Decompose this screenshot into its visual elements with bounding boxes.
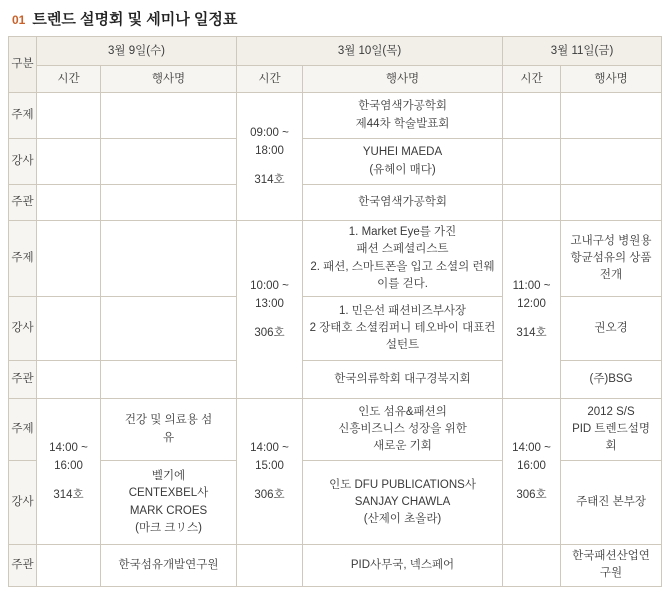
header-day-1: 3월 9일(수) bbox=[37, 37, 237, 66]
b1-day2-room: 314호 bbox=[254, 173, 285, 186]
b3-day3-time-end: 16:00 bbox=[517, 460, 546, 473]
b3-day3-host-l1: 한국패션산업연 bbox=[572, 550, 650, 562]
b3-day2-speaker bbox=[303, 461, 503, 545]
b1-day2-speaker bbox=[303, 139, 503, 185]
b3-day2-time-gap bbox=[239, 476, 300, 486]
b3-day2-topic-l1: 인도 섬유&패션의 bbox=[358, 405, 447, 418]
row-label-topic-text-2: 주제 bbox=[11, 252, 34, 265]
b2-day3-time-end: 12:00 bbox=[517, 298, 546, 311]
b2-day2-topic-l3: 2. 패션, 스마트폰을 입고 소셜의 런웨 bbox=[310, 260, 495, 273]
b1-day1-time bbox=[37, 93, 101, 139]
b3-day1-topic bbox=[101, 399, 237, 461]
table-header-subs bbox=[9, 66, 662, 93]
header-day-3-time: 시간 bbox=[503, 66, 561, 93]
header-day-1-event: 행사명 bbox=[101, 66, 237, 93]
b2-day2-topic-l1: 1. Market Eye를 가진 bbox=[348, 226, 457, 238]
b2-day3-time-start: 11:00 ~ bbox=[512, 279, 551, 292]
header-day-1-time: 시간 bbox=[37, 66, 101, 93]
row-label-host bbox=[9, 361, 37, 399]
b1-day2-topic-l2: 제44차 학술발표회 bbox=[355, 117, 450, 130]
b3-day2-topic-l2: 신흥비즈니스 성장을 위한 bbox=[338, 422, 467, 435]
b3-day3-topic bbox=[561, 399, 662, 461]
row-label-speaker bbox=[9, 461, 37, 545]
b3-day1-topic-l2: 유 bbox=[162, 431, 175, 444]
b2-day2-time-gap bbox=[239, 314, 300, 324]
b2-day2-speaker-l2: 2 장태호 소셜컴퍼니 테오바이 대표컨 bbox=[309, 321, 496, 334]
b3-day2-time-end: 15:00 bbox=[255, 460, 284, 473]
b3-day2-speaker-l1: 인도 DFU PUBLICATIONS사 bbox=[329, 478, 476, 491]
b2-day2-speaker bbox=[303, 297, 503, 361]
b3-day1-host-l1: 한국섬유개발연구원 bbox=[118, 558, 219, 571]
header-day-2-time: 시간 bbox=[237, 66, 303, 93]
b1-day3-time bbox=[503, 93, 561, 139]
table-row bbox=[9, 221, 662, 297]
b2-day2-time-end: 13:00 bbox=[255, 298, 284, 311]
b3-day2-time bbox=[237, 399, 303, 545]
header-day-2: 3월 10일(목) bbox=[237, 37, 503, 66]
b2-day1-host-time bbox=[37, 361, 101, 399]
row-label-topic bbox=[9, 221, 37, 297]
b2-day2-topic bbox=[303, 221, 503, 297]
b3-day2-time-start: 14:00 ~ bbox=[250, 441, 289, 454]
b3-day1-speaker-l4: (마크 크リ스) bbox=[135, 521, 202, 534]
b1-day3-speaker-time bbox=[503, 139, 561, 185]
b3-day1-speaker-l1: 벨기에 bbox=[151, 470, 186, 482]
b3-day3-topic-l2: PID 트렌드설명 bbox=[572, 422, 650, 435]
b3-day3-host bbox=[561, 545, 662, 587]
b1-day2-time-start: 09:00 ~ bbox=[250, 126, 289, 139]
b2-day3-topic-l1: 고내구성 병원용 bbox=[570, 234, 652, 247]
header-gubun: 구분 bbox=[9, 37, 37, 93]
b3-day2-topic bbox=[303, 399, 503, 461]
b1-day2-time bbox=[237, 93, 303, 221]
row-label-host-text-3: 주관 bbox=[11, 559, 34, 572]
b2-day2-speaker-l1: 1. 민은선 패션비즈부사장 bbox=[338, 304, 467, 317]
b2-day2-time-start: 10:00 ~ bbox=[250, 279, 289, 292]
b2-day2-topic-l2: 패션 스페셜리스트 bbox=[356, 243, 449, 256]
page-title bbox=[8, 6, 661, 36]
b2-day2-topic-l4: 이를 걷다. bbox=[377, 277, 428, 290]
b3-day1-time-gap bbox=[39, 476, 98, 486]
b3-day1-speaker-l3: MARK CROES bbox=[129, 504, 208, 517]
table-row bbox=[9, 361, 662, 399]
b3-day2-host bbox=[303, 545, 503, 587]
row-label-topic-text-3: 주제 bbox=[11, 423, 34, 436]
b1-day2-time-end: 18:00 bbox=[255, 145, 284, 158]
row-label-speaker bbox=[9, 297, 37, 361]
b1-day1-speaker-time bbox=[37, 139, 101, 185]
header-day-3-event: 행사명 bbox=[561, 66, 662, 93]
b3-day3-topic-l3: 회 bbox=[605, 440, 617, 453]
b3-day3-topic-l1: 2012 S/S bbox=[587, 405, 635, 418]
b2-day1-speaker-time bbox=[37, 297, 101, 361]
b2-day2-room: 306호 bbox=[254, 326, 285, 339]
b1-day3-host bbox=[561, 185, 662, 221]
b2-day3-speaker bbox=[561, 297, 662, 361]
b2-day3-room: 314호 bbox=[516, 326, 547, 339]
b2-day3-time-gap bbox=[505, 314, 558, 324]
b1-day1-speaker bbox=[101, 139, 237, 185]
b2-day2-speaker-l3: 설턴트 bbox=[385, 339, 420, 352]
schedule-body bbox=[9, 93, 662, 587]
b3-day3-time bbox=[503, 399, 561, 545]
b3-day3-host-l2: 구원 bbox=[599, 567, 623, 580]
b1-day2-speaker-l2: (유헤이 매다) bbox=[369, 163, 436, 176]
row-label-speaker-text: 강사 bbox=[11, 155, 34, 168]
b3-day1-topic-l1: 건강 및 의료용 섬 bbox=[124, 414, 213, 427]
b3-day1-time bbox=[37, 399, 101, 545]
b3-day3-room: 306호 bbox=[516, 488, 547, 501]
table-row bbox=[9, 461, 662, 545]
b3-day2-host-l1: PID사무국, 넥스페어 bbox=[350, 558, 455, 571]
b1-day1-host bbox=[101, 185, 237, 221]
table-row bbox=[9, 399, 662, 461]
b1-day2-topic bbox=[303, 93, 503, 139]
b1-day2-topic-l1: 한국염색가공학회 bbox=[358, 100, 447, 113]
b3-day1-host bbox=[101, 545, 237, 587]
b1-day2-speaker-l1: YUHEI MAEDA bbox=[362, 146, 443, 159]
row-label-topic-text: 주제 bbox=[11, 109, 34, 122]
b3-day2-room: 306호 bbox=[254, 488, 285, 501]
b3-day1-time-end: 16:00 bbox=[54, 460, 83, 473]
table-row bbox=[9, 139, 662, 185]
b1-day3-host-time bbox=[503, 185, 561, 221]
b3-day1-time-start: 14:00 ~ bbox=[49, 441, 88, 454]
table-row bbox=[9, 93, 662, 139]
table-row bbox=[9, 185, 662, 221]
row-label-host-text-2: 주관 bbox=[11, 373, 34, 386]
b1-day3-speaker bbox=[561, 139, 662, 185]
b2-day1-topic bbox=[101, 221, 237, 297]
b2-day2-time bbox=[237, 221, 303, 399]
b1-day2-time-gap bbox=[239, 161, 300, 171]
b3-day2-host-time bbox=[237, 545, 303, 587]
b2-day3-time bbox=[503, 221, 561, 399]
header-day-2-event: 행사명 bbox=[303, 66, 503, 93]
table-header-days bbox=[9, 37, 662, 66]
b2-day3-host-l1: (주)BSG bbox=[589, 372, 633, 385]
schedule-table bbox=[8, 36, 662, 587]
b2-day1-time bbox=[37, 221, 101, 297]
b3-day2-speaker-l2: SANJAY CHAWLA bbox=[354, 495, 451, 508]
row-label-topic bbox=[9, 93, 37, 139]
b1-day2-host-l1: 한국염색가공학회 bbox=[358, 195, 447, 208]
title-number: 01 bbox=[12, 13, 26, 27]
b3-day3-time-start: 14:00 ~ bbox=[512, 441, 551, 454]
b3-day3-speaker bbox=[561, 461, 662, 545]
b3-day3-host-time bbox=[503, 545, 561, 587]
b2-day2-host bbox=[303, 361, 503, 399]
b2-day3-host bbox=[561, 361, 662, 399]
table-row bbox=[9, 545, 662, 587]
row-label-host bbox=[9, 545, 37, 587]
b2-day3-topic-l3: 전개 bbox=[599, 269, 623, 282]
row-label-speaker-text-3: 강사 bbox=[11, 496, 34, 509]
b3-day3-speaker-l1: 주태진 본부장 bbox=[576, 495, 646, 508]
b2-day3-topic bbox=[561, 221, 662, 297]
b1-day3-topic bbox=[561, 93, 662, 139]
row-label-speaker-text-2: 강사 bbox=[11, 322, 34, 335]
b1-day1-host-time bbox=[37, 185, 101, 221]
table-row bbox=[9, 297, 662, 361]
b2-day2-host-l1: 한국의류학회 대구경북지회 bbox=[334, 372, 471, 385]
b2-day3-speaker-l1: 권오경 bbox=[594, 321, 628, 334]
b3-day1-speaker bbox=[101, 461, 237, 545]
b1-day1-topic bbox=[101, 93, 237, 139]
b3-day1-room: 314호 bbox=[53, 488, 84, 501]
row-label-speaker bbox=[9, 139, 37, 185]
b3-day1-host-time bbox=[37, 545, 101, 587]
b3-day3-time-gap bbox=[505, 476, 558, 486]
b3-day2-topic-l3: 새로운 기회 bbox=[373, 440, 432, 453]
b2-day1-speaker bbox=[101, 297, 237, 361]
row-label-host-text: 주관 bbox=[11, 196, 34, 209]
row-label-host bbox=[9, 185, 37, 221]
b2-day1-host bbox=[101, 361, 237, 399]
title-text: 트렌드 설명회 및 세미나 일정표 bbox=[32, 11, 238, 28]
row-label-topic bbox=[9, 399, 37, 461]
b2-day3-topic-l2: 항균섬유의 상품 bbox=[570, 251, 652, 264]
b1-day2-host bbox=[303, 185, 503, 221]
b3-day1-speaker-l2: CENTEXBEL사 bbox=[128, 487, 209, 500]
header-day-3: 3월 11일(금) bbox=[503, 37, 662, 66]
b3-day2-speaker-l3: (산제이 초올라) bbox=[363, 513, 442, 526]
